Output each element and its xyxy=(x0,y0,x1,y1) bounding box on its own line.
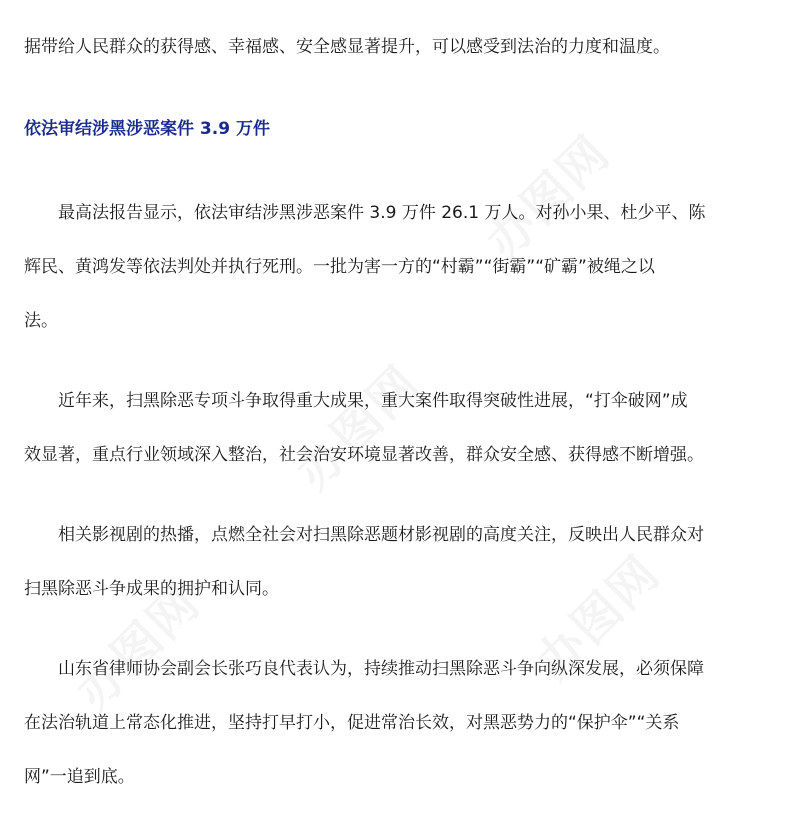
paragraph-line: 近年来，扫黑除恶专项斗争取得重大成果，重大案件取得突破性进展，“打伞破网”成 xyxy=(58,391,688,411)
paragraph-line: 效显著，重点行业领域深入整治，社会治安环境显著改善，群众安全感、获得感不断增强。 xyxy=(24,445,704,465)
paragraph-tv-drama xyxy=(24,508,776,616)
paragraph-line: 扫黑除恶斗争成果的拥护和认同。 xyxy=(24,579,279,599)
paragraph-line: 网”一追到底。 xyxy=(24,767,135,787)
section-heading: 依法审结涉黑涉恶案件 3.9 万件 xyxy=(24,119,270,139)
intro-tail-paragraph: 据带给人民群众的获得感、幸福感、安全感显著提升，可以感受到法治的力度和温度。 xyxy=(24,37,670,57)
paragraph-line: 山东省律师协会副会长张巧良代表认为，持续推动扫黑除恶斗争向纵深发展，必须保障 xyxy=(58,659,704,679)
paragraph-line: 在法治轨道上常态化推进，坚持打早打小，促进常治长效，对黑恶势力的“保护伞”“关系 xyxy=(24,713,680,733)
paragraph-court-report xyxy=(24,186,776,348)
article-body xyxy=(0,20,800,804)
paragraph-line: 辉民、黄鸿发等依法判处并执行死刑。一批为害一方的“村霸”“街霸”“矿霸”被绳之以 xyxy=(24,257,655,277)
paragraph-line: 最高法报告显示，依法审结涉黑涉恶案件 3.9 万件 26.1 万人。对孙小果、杜少平、陈 xyxy=(58,203,706,223)
paragraph-campaign-results xyxy=(24,374,776,482)
paragraph-line: 法。 xyxy=(24,311,58,331)
paragraph-line: 相关影视剧的热播，点燃全社会对扫黑除恶题材影视剧的高度关注，反映出人民群众对 xyxy=(58,525,704,545)
paragraph-lawyer-quote xyxy=(24,642,776,804)
